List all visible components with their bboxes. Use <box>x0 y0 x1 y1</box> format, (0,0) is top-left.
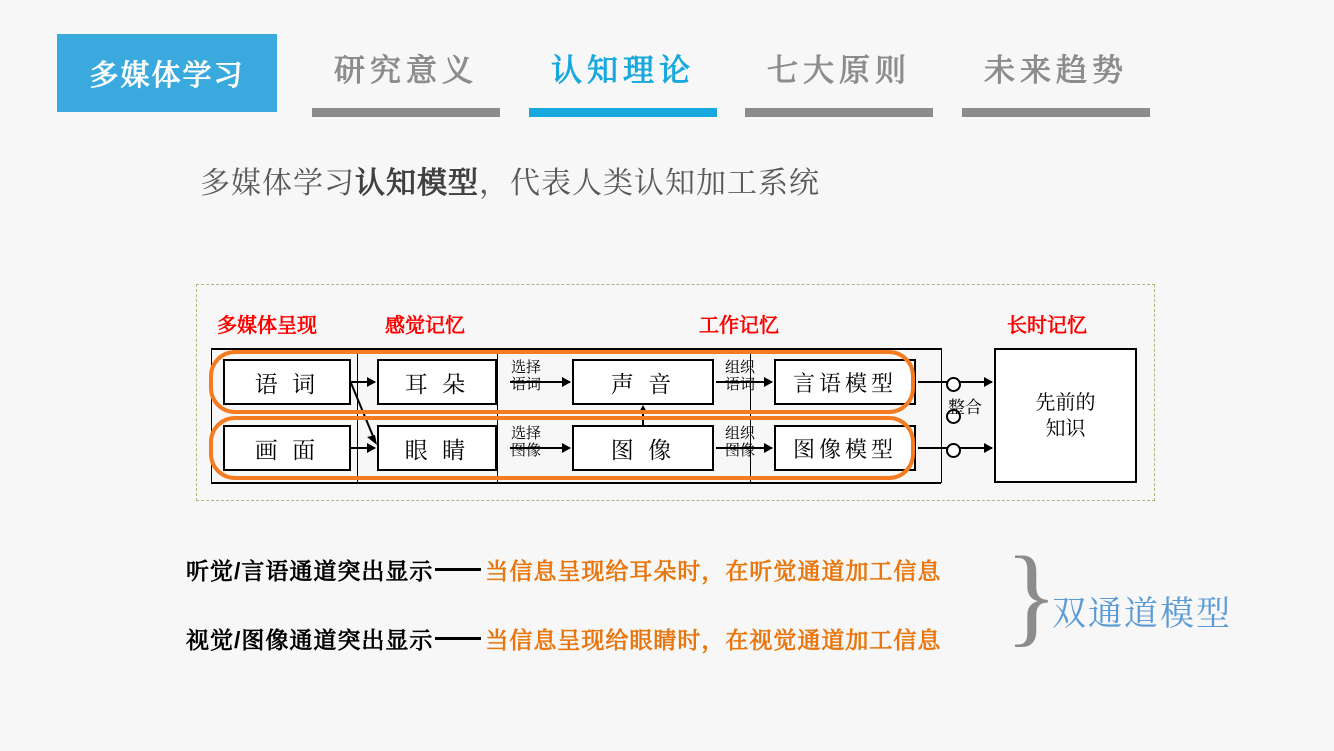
edge-label-select-images: 选择 图像 <box>510 425 541 459</box>
nav-item-cognitive-theory[interactable] <box>529 34 717 126</box>
legend-dash <box>435 568 481 571</box>
section-label-multimedia-presentation: 多媒体呈现 <box>217 315 317 337</box>
node-sound[interactable]: 声 音 <box>572 359 714 405</box>
nav-underline <box>745 108 933 117</box>
diagram-left-rule <box>211 348 212 483</box>
node-prior-knowledge[interactable] <box>994 348 1137 483</box>
node-word[interactable]: 语 词 <box>223 359 351 405</box>
divider-sensory-working <box>497 348 498 483</box>
nav-item-label: 认知理论 <box>551 53 695 88</box>
slide-subtitle <box>200 158 820 202</box>
nav-item-research-significance[interactable] <box>312 34 500 126</box>
legend-visual-label: 视觉/图像通道突出显示 <box>186 627 434 653</box>
legend-dash <box>435 637 481 640</box>
arrow-cross-channel <box>349 381 379 447</box>
nav-item-future-trends[interactable] <box>962 34 1150 126</box>
subtitle-emphasis: 认知模型 <box>355 167 479 200</box>
arrow-picture-to-eyes <box>351 447 375 449</box>
node-eyes[interactable]: 眼 睛 <box>377 425 497 471</box>
edge-label-organize-images: 组织 图像 <box>724 425 755 459</box>
nav-item-label: 七大原则 <box>767 53 911 88</box>
top-navigation <box>57 34 1277 124</box>
node-picture[interactable]: 画 面 <box>223 425 351 471</box>
node-ears[interactable]: 耳 朵 <box>377 359 497 405</box>
node-pictorial-model[interactable]: 图像模型 <box>774 425 916 471</box>
arrow-image-to-sound <box>642 413 644 427</box>
legend-auditory-description: 当信息呈现给耳朵时，在听觉通道加工信息 <box>485 558 942 584</box>
legend-visual-description: 当信息呈现给眼睛时，在视觉通道加工信息 <box>485 627 942 653</box>
legend-row-auditory <box>186 553 941 586</box>
node-prior-knowledge-label: 先前的 知识 <box>1035 391 1096 440</box>
node-image[interactable]: 图 像 <box>572 425 714 471</box>
brand-tab[interactable] <box>57 34 277 112</box>
cognitive-model-diagram <box>196 284 1155 501</box>
subtitle-prefix: 多媒体学习 <box>200 167 355 200</box>
node-verbal-model[interactable]: 言语模型 <box>774 359 916 405</box>
integration-node-top <box>946 377 961 392</box>
section-label-sensory-memory: 感觉记忆 <box>385 315 465 337</box>
diagram-bottom-rule <box>211 482 941 484</box>
nav-underline <box>962 108 1150 117</box>
diagram-top-rule <box>211 348 941 350</box>
dual-channel-model-label: 双通道模型 <box>1052 595 1232 633</box>
legend-row-visual <box>186 622 941 655</box>
nav-underline <box>312 108 500 117</box>
nav-underline <box>529 108 717 117</box>
nav-item-label: 未来趋势 <box>984 53 1128 88</box>
edge-label-select-words: 选择 语词 <box>510 359 541 393</box>
subtitle-suffix: ，代表人类认知加工系统 <box>479 167 820 200</box>
edge-label-organize-words: 组织 语词 <box>724 359 755 393</box>
nav-item-seven-principles[interactable] <box>745 34 933 126</box>
edge-label-integrate: 整合 <box>948 398 982 417</box>
legend-auditory-label: 听觉/言语通道突出显示 <box>186 558 434 584</box>
brace-bracket: } <box>1005 534 1058 656</box>
section-label-working-memory: 工作记忆 <box>699 315 779 337</box>
integration-node-bottom <box>946 443 961 458</box>
brand-label: 多媒体学习 <box>89 59 245 92</box>
nav-item-label: 研究意义 <box>334 53 478 88</box>
section-label-long-term-memory: 长时记忆 <box>1007 315 1087 337</box>
